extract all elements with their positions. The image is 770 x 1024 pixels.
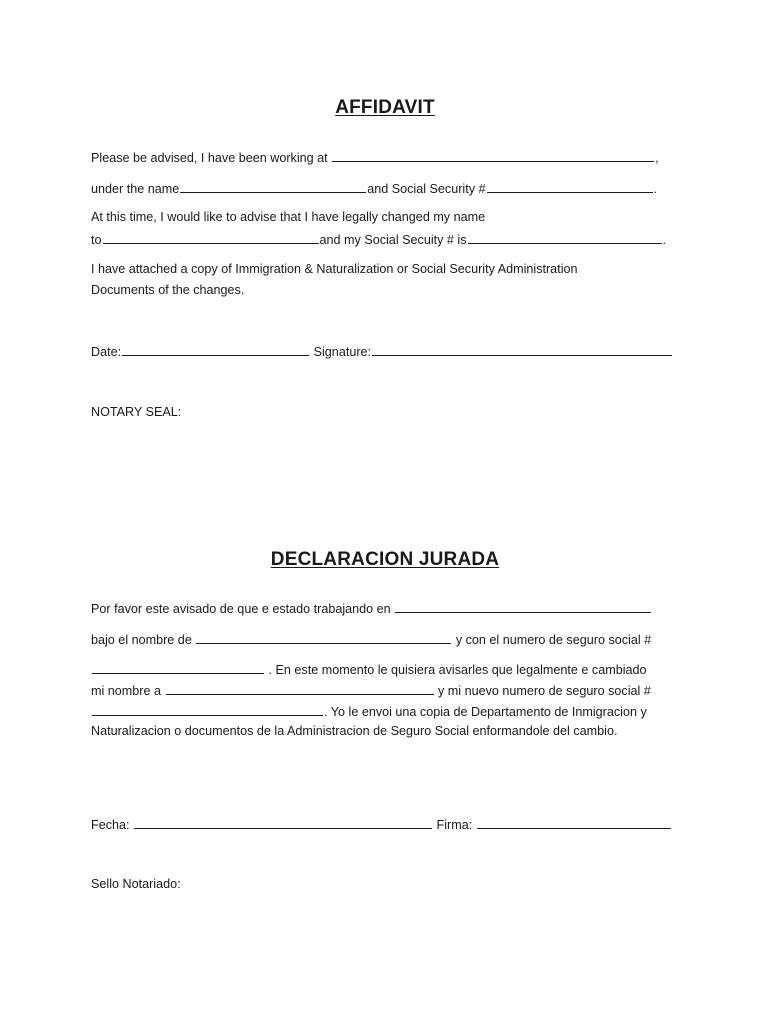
seguro-blank[interactable] — [92, 661, 264, 674]
declaracion-line-empleo — [91, 600, 652, 617]
sello-notariado-label: Sello Notariado: — [91, 877, 181, 891]
name-blank[interactable] — [180, 180, 366, 193]
empleo-label: Por favor este avisado de que e estado trabajando en — [91, 602, 391, 616]
declaracion-line-fecha-firma — [91, 816, 672, 833]
new-name-label: to — [91, 233, 102, 247]
new-ssn-label: and my Social Secuity # is — [319, 233, 467, 247]
declaracion-line-naturalizacion: Naturalizacion o documentos de la Administracion de Seguro Social enformandole del cambio. — [91, 724, 618, 738]
affidavit-line-change: At this time, I would like to advise that I have legally changed my name — [91, 210, 486, 224]
nuevo-nombre-blank[interactable] — [166, 682, 434, 695]
fecha-label: Fecha: — [91, 818, 130, 832]
copia-text: . Yo le envoi una copia de Departamento de Inmigracion y — [324, 705, 647, 719]
seguro-label: y con el numero de seguro social # — [455, 633, 652, 647]
affidavit-line-newname — [91, 231, 666, 248]
affidavit-line-name — [91, 180, 657, 197]
notary-seal-label: NOTARY SEAL: — [91, 405, 182, 419]
affidavit-line-documents: Documents of the changes. — [91, 283, 245, 297]
signature-label: Signature: — [313, 345, 372, 359]
nombre-blank[interactable] — [196, 631, 451, 644]
date-label: Date: — [91, 345, 122, 359]
declaracion-line-nuevo-seguro — [91, 703, 647, 720]
employer-blank[interactable] — [332, 149, 654, 162]
declaracion-line-nombre — [91, 631, 651, 648]
firma-blank[interactable] — [477, 816, 671, 829]
employer-label: Please be advised, I have been working at — [91, 151, 328, 165]
affidavit-line-attached: I have attached a copy of Immigration & Naturalization or Social Security Administration — [91, 262, 578, 276]
cambio-text: . En este momento le quisiera avisarles que legalmente e cambiado — [268, 663, 647, 677]
declaracion-line-nuevo-nombre — [91, 682, 651, 699]
new-name-blank[interactable] — [103, 231, 319, 244]
fecha-blank[interactable] — [134, 816, 432, 829]
date-blank[interactable] — [122, 343, 309, 356]
ssn-suffix: . — [653, 182, 658, 196]
nuevo-seguro-blank[interactable] — [92, 703, 323, 716]
ssn-blank[interactable] — [487, 180, 653, 193]
affidavit-line-date-signature — [91, 343, 673, 360]
signature-blank[interactable] — [372, 343, 672, 356]
empleo-blank[interactable] — [395, 600, 651, 613]
firma-label: Firma: — [436, 818, 473, 832]
name-label: under the name — [91, 182, 180, 196]
employer-suffix: , — [655, 151, 659, 165]
new-ssn-blank[interactable] — [468, 231, 662, 244]
declaracion-title: DECLARACION JURADA — [270, 549, 500, 570]
affidavit-line-employer — [91, 149, 659, 166]
nombre-label: bajo el nombre de — [91, 633, 192, 647]
nuevo-seguro-label: y mi nuevo numero de seguro social # — [438, 684, 651, 698]
nuevo-nombre-label: mi nombre a — [91, 684, 161, 698]
affidavit-title: AFFIDAVIT — [335, 97, 435, 118]
declaracion-line-seguro — [91, 661, 647, 678]
ssn-label: and Social Security # — [367, 182, 486, 196]
new-ssn-suffix: . — [662, 233, 667, 247]
